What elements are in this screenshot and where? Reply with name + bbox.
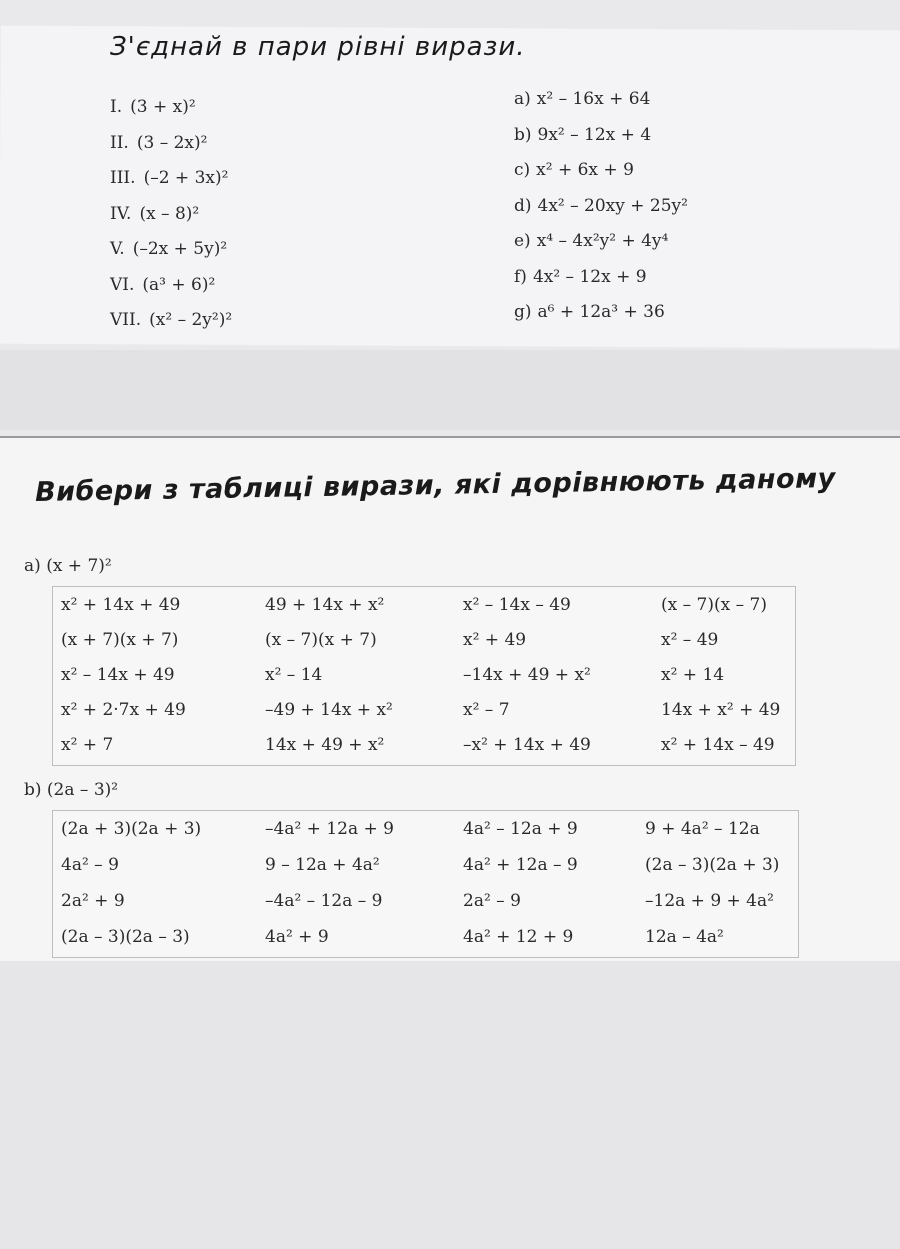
table-cell: 4a² – 12a + 9 (463, 819, 578, 839)
table-cell: 14x + 49 + x² (265, 734, 385, 755)
item-expression: (a³ + 6)² (142, 274, 216, 295)
item-label: II. (110, 132, 129, 153)
table-cell: –4a² – 12a – 9 (265, 891, 383, 911)
given-expression: (2a – 3)² (46, 780, 119, 800)
item-expression: 4x² – 20xy + 25y² (537, 195, 688, 216)
item-label: a) (514, 89, 531, 109)
table-cell: 4a² + 12a – 9 (463, 855, 578, 875)
task2-heading: Вибери з таблиці вирази, які дорівнюють даному (34, 463, 837, 508)
table-cell: (2a – 3)(2a + 3) (645, 855, 780, 875)
table-cell: –12a + 9 + 4a² (645, 891, 774, 911)
table-cell: x² + 14 (661, 664, 725, 685)
table-row (53, 919, 798, 955)
list-item (514, 82, 688, 118)
table-cell: 49 + 14x + x² (265, 594, 385, 615)
table-row (53, 657, 795, 692)
table-row (53, 811, 798, 847)
table-cell: –49 + 14x + x² (265, 699, 393, 720)
item-label: g) (514, 302, 532, 322)
list-item (514, 118, 688, 154)
part-label: b) (24, 780, 42, 800)
part-label: a) (24, 556, 41, 576)
background-paper (0, 961, 900, 1249)
list-item (110, 161, 232, 197)
expression-table-b (52, 810, 799, 958)
table-cell: x² + 14x + 49 (61, 594, 181, 615)
table-cell: 4a² + 9 (265, 927, 329, 947)
list-item (514, 260, 688, 296)
table-cell: (2a – 3)(2a – 3) (61, 927, 190, 947)
item-expression: x⁴ – 4x²y² + 4y⁴ (536, 231, 669, 251)
list-item (514, 153, 688, 189)
paper-gap (0, 350, 900, 430)
item-label: d) (514, 195, 532, 216)
list-item (110, 232, 232, 268)
table-cell: x² – 14x + 49 (61, 664, 175, 685)
list-item (110, 90, 232, 126)
table-row (53, 727, 795, 762)
item-label: f) (514, 266, 527, 287)
table-cell: 12a – 4a² (645, 927, 724, 947)
table-row (53, 883, 798, 919)
item-expression: 9x² – 12x + 4 (537, 124, 652, 145)
task1-heading: З'єднай в пари рівні вирази. (110, 32, 526, 62)
table-cell: x² + 14x – 49 (661, 734, 775, 755)
table-cell: –14x + 49 + x² (463, 664, 591, 685)
table-cell: (x + 7)(x + 7) (61, 629, 179, 650)
table-cell: –x² + 14x + 49 (463, 734, 591, 755)
item-label: IV. (110, 203, 132, 224)
item-expression: (3 + x)² (130, 97, 196, 117)
table-row (53, 847, 798, 883)
item-label: e) (514, 231, 531, 251)
table-cell: x² – 14 (265, 664, 323, 685)
table-cell: (x – 7)(x + 7) (265, 629, 377, 650)
item-expression: (x² – 2y²)² (149, 310, 233, 330)
table-cell: (x – 7)(x – 7) (661, 594, 767, 615)
table-cell: 14x + x² + 49 (661, 699, 781, 720)
table-cell: (2a + 3)(2a + 3) (61, 819, 202, 839)
table-cell: 4a² + 12 + 9 (463, 927, 574, 947)
list-item (110, 303, 232, 339)
list-item (110, 197, 232, 233)
task1-left-list (110, 90, 232, 339)
table-cell: x² – 14x – 49 (463, 594, 571, 615)
table-cell: 2a² + 9 (61, 891, 125, 911)
item-expression: a⁶ + 12a³ + 36 (537, 302, 665, 322)
expression-table-a (52, 586, 796, 766)
item-label: III. (110, 168, 136, 188)
item-expression: x² + 6x + 9 (536, 160, 634, 180)
item-expression: x² – 16x + 64 (536, 89, 651, 109)
item-expression: (x – 8)² (139, 203, 200, 224)
table-row (53, 692, 795, 727)
table-cell: 4a² – 9 (61, 855, 119, 875)
item-label: I. (110, 97, 123, 117)
list-item (514, 189, 688, 225)
table-cell: x² + 49 (463, 629, 527, 650)
part-b-heading (24, 780, 118, 800)
table-cell: x² – 49 (661, 629, 719, 650)
item-expression: (–2 + 3x)² (143, 168, 229, 188)
item-label: b) (514, 124, 532, 145)
table-cell: x² + 7 (61, 734, 114, 755)
table-cell: x² + 2·7x + 49 (61, 699, 186, 720)
item-expression: (–2x + 5y)² (132, 239, 228, 259)
part-a-heading (24, 556, 112, 576)
list-item (514, 224, 688, 260)
task1-right-list (514, 82, 688, 331)
table-cell: 2a² – 9 (463, 891, 521, 911)
given-expression: (x + 7)² (46, 556, 112, 576)
item-label: c) (514, 160, 531, 180)
table-cell: x² – 7 (463, 699, 510, 720)
list-item (110, 126, 232, 162)
table-cell: 9 + 4a² – 12a (645, 819, 760, 839)
item-label: VI. (110, 274, 135, 295)
item-expression: (3 – 2x)² (136, 132, 208, 153)
item-label: VII. (110, 310, 142, 330)
table-cell: 9 – 12a + 4a² (265, 855, 380, 875)
list-item (514, 295, 688, 331)
item-label: V. (110, 239, 125, 259)
table-cell: –4a² + 12a + 9 (265, 819, 394, 839)
table-row (53, 587, 795, 622)
list-item (110, 268, 232, 304)
item-expression: 4x² – 12x + 9 (532, 266, 647, 287)
table-row (53, 622, 795, 657)
